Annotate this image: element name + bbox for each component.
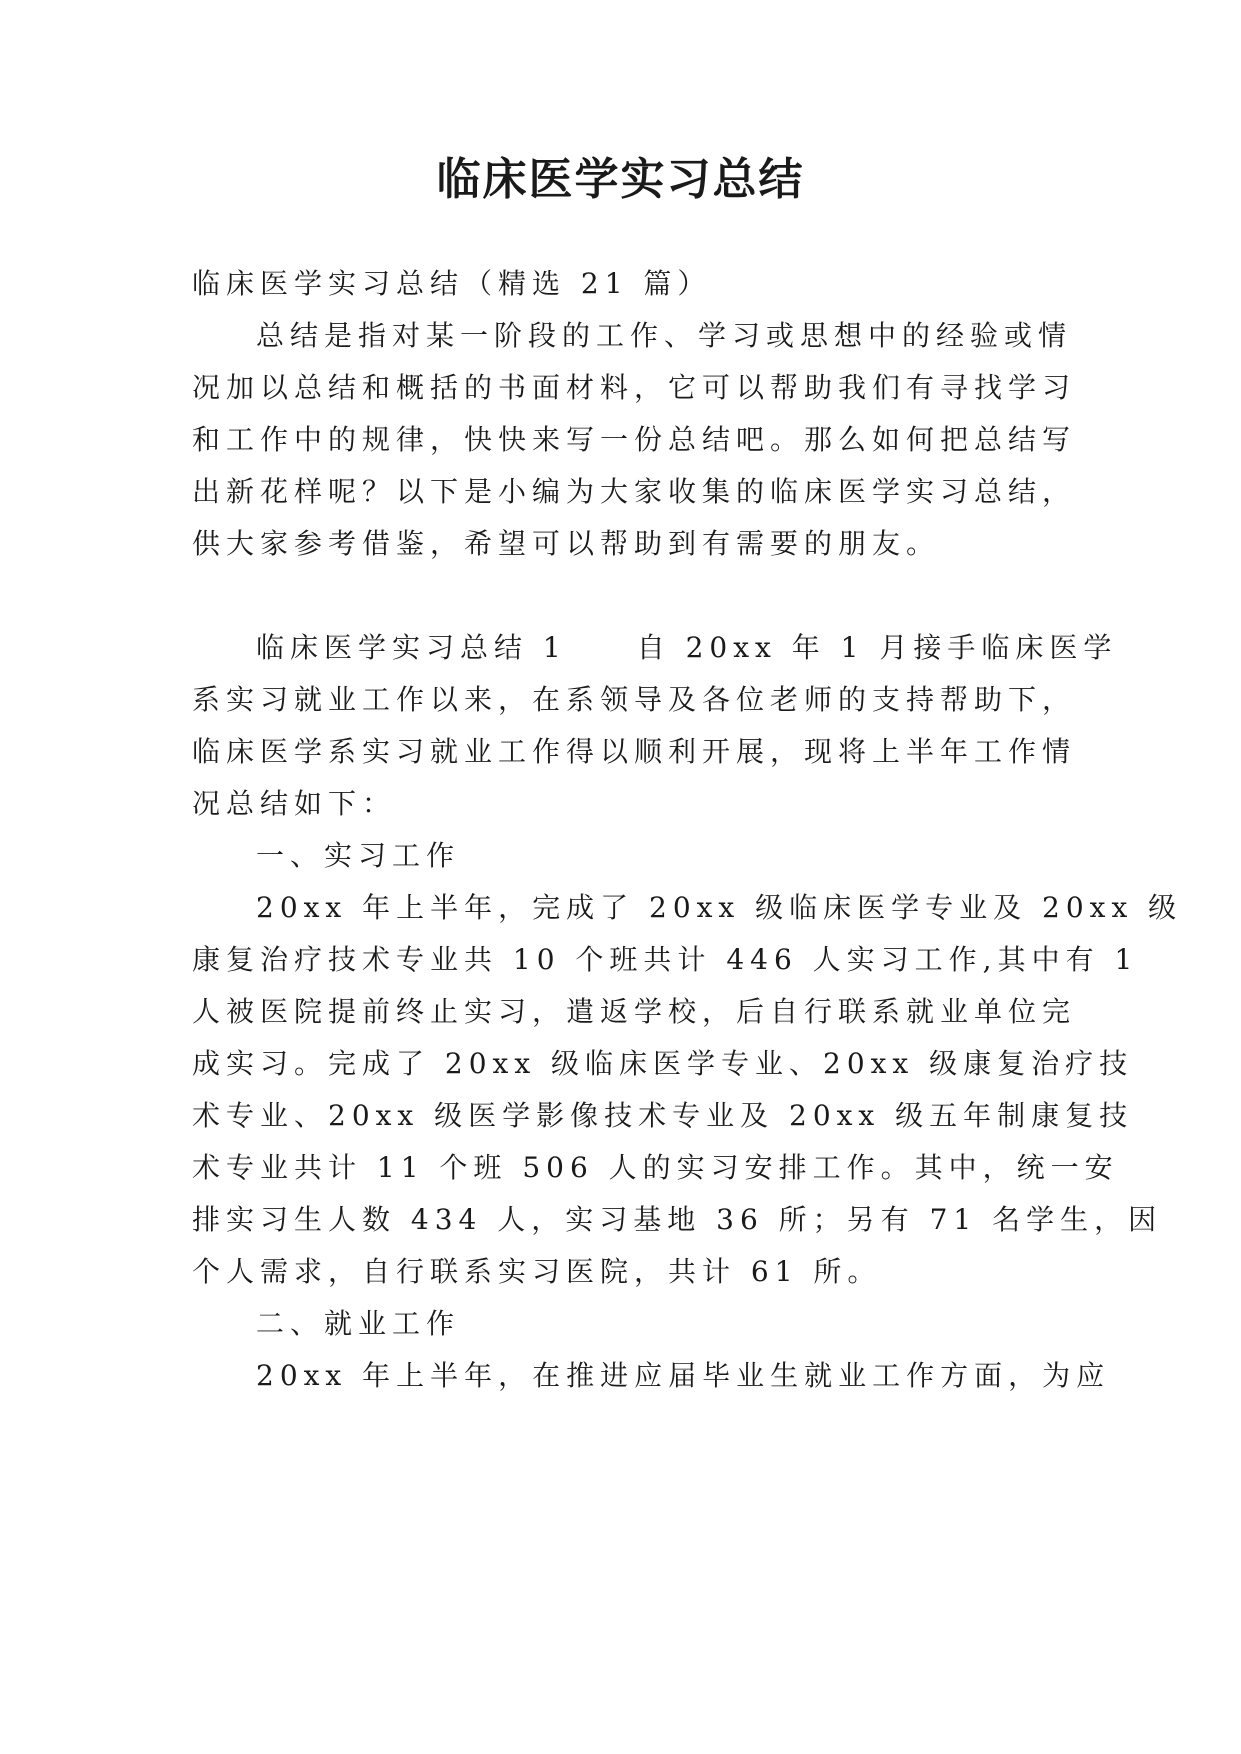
paragraph-line: 康复治疗技术专业共 10 个班共计 446 人实习工作,其中有 1 [192, 943, 1139, 976]
intro-line: 出新花样呢？以下是小编为大家收集的临床医学实习总结， [192, 475, 1077, 508]
intro-line: 总结是指对某一阶段的工作、学习或思想中的经验或情 [256, 319, 1073, 352]
section1-line: 自 20xx 年 1 月接手临床医学 [636, 631, 1118, 664]
paragraph-line: 成实习。完成了 20xx 级临床医学专业、20xx 级康复治疗技 [192, 1047, 1134, 1080]
section-heading-employment: 二、就业工作 [256, 1307, 461, 1340]
paragraph-line: 术专业共计 11 个班 506 人的实习安排工作。其中，统一安 [192, 1151, 1119, 1184]
document-title: 临床医学实习总结 [436, 154, 805, 205]
intro-line: 和工作中的规律，快快来写一份总结吧。那么如何把总结写 [192, 423, 1077, 456]
section1-line: 临床医学系实习就业工作得以顺利开展，现将上半年工作情 [192, 735, 1077, 768]
section-heading-internship: 一、实习工作 [256, 839, 461, 872]
section1-line: 况总结如下： [192, 787, 397, 820]
paragraph-line: 排实习生人数 434 人，实习基地 36 所；另有 71 名学生，因 [192, 1203, 1163, 1236]
section1-label: 临床医学实习总结 1 [256, 631, 567, 664]
section1-first-line [256, 628, 1117, 668]
section1-line: 系实习就业工作以来，在系领导及各位老师的支持帮助下， [192, 683, 1077, 716]
paragraph-line: 术专业、20xx 级医学影像技术专业及 20xx 级五年制康复技 [192, 1099, 1134, 1132]
paragraph-line: 20xx 年上半年，在推进应届毕业生就业工作方面，为应 [256, 1359, 1111, 1392]
paragraph-line: 人被医院提前终止实习，遣返学校，后自行联系就业单位完 [192, 995, 1077, 1028]
paragraph-line: 20xx 年上半年，完成了 20xx 级临床医学专业及 20xx 级 [256, 891, 1183, 924]
intro-line: 供大家参考借鉴，希望可以帮助到有需要的朋友。 [192, 527, 941, 560]
intro-line: 况加以总结和概括的书面材料，它可以帮助我们有寻找学习 [192, 371, 1077, 404]
paragraph-line: 个人需求，自行联系实习医院，共计 61 所。 [192, 1255, 882, 1288]
document-subtitle: 临床医学实习总结（精选 21 篇） [192, 267, 712, 300]
